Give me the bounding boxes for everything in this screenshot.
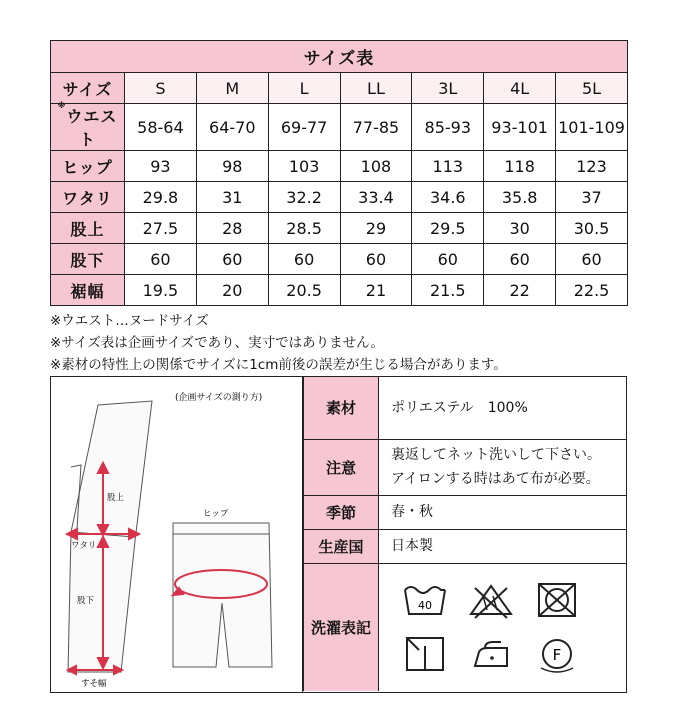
table-cell: 33.4 [340,182,412,213]
waist-note-mark: ※ [57,101,67,110]
line-dry-icon [401,634,449,674]
wash-40-icon [401,580,449,620]
size-header-5l: 5L [556,73,628,104]
table-cell: 37 [556,182,628,213]
pants-illustration [51,377,303,691]
table-cell: 31 [196,182,268,213]
product-info-table [303,377,626,691]
size-table-title-row [51,41,628,73]
dry-clean-f-icon [533,634,581,674]
table-cell: 34.6 [412,182,484,213]
table-cell: 64-70 [196,104,268,151]
info-label-season: 季節 [304,495,379,529]
iron-low-icon [467,634,515,674]
table-cell: 30.5 [556,213,628,244]
info-label-origin: 生産国 [304,529,379,563]
table-cell: 93-101 [484,104,556,151]
table-cell: 28 [196,213,268,244]
size-header-s: S [125,73,197,104]
size-header-4l: 4L [484,73,556,104]
no-bleach-icon [467,580,515,620]
measurement-diagram [51,377,303,692]
table-cell: 22.5 [556,275,628,306]
table-cell: 98 [196,151,268,182]
info-value-caution [379,439,627,495]
table-row [51,182,628,213]
table-cell: 21.5 [412,275,484,306]
table-cell: 28.5 [268,213,340,244]
size-header-row [51,73,628,104]
row-label-hem: 裾幅 [51,275,125,306]
label-hem: すそ幅 [81,679,107,689]
size-table-title: サイズ表 [51,41,628,73]
table-cell: 60 [268,244,340,275]
label-thigh: ワタリ [71,541,97,551]
table-cell: 60 [556,244,628,275]
wash-temperature: 40 [418,599,432,613]
table-cell: 21 [340,275,412,306]
table-cell: 60 [412,244,484,275]
row-label-text: ウエスト [66,107,118,149]
info-value-care [379,563,627,691]
info-label-caution: 注意 [304,439,379,495]
table-cell: 35.8 [484,182,556,213]
pants-side-view [68,401,152,672]
caution-line-1: 裏返してネット洗いして下さい。 [391,447,601,463]
table-row [51,104,628,151]
info-value-origin: 日本製 [379,529,627,563]
table-cell: 29 [340,213,412,244]
label-hip: ヒップ [203,509,229,519]
info-row-season [304,495,627,529]
label-inseam: 股下 [77,596,95,606]
info-row-care [304,563,627,691]
table-cell: 58-64 [125,104,197,151]
caution-line-2: アイロンする時はあて布が必要。 [391,471,600,487]
table-cell: 20.5 [268,275,340,306]
row-label-hip: ヒップ [51,151,125,182]
product-detail-panel [50,376,627,693]
table-row [51,275,628,306]
label-rise: 股上 [107,493,125,503]
table-cell: 69-77 [268,104,340,151]
table-cell: 60 [196,244,268,275]
pants-front-view [173,523,272,667]
info-row-material [304,377,627,439]
table-cell: 77-85 [340,104,412,151]
table-cell: 118 [484,151,556,182]
note-waist: ※ウエスト…ヌードサイズ [50,313,209,329]
row-label-thigh: ワタリ [51,182,125,213]
no-tumble-dry-icon [533,580,581,620]
table-cell: 29.5 [412,213,484,244]
table-cell: 20 [196,275,268,306]
table-cell: 85-93 [412,104,484,151]
diagram-caption: (企画サイズの測り方) [175,393,263,403]
info-label-care: 洗濯表記 [304,563,379,691]
info-value-season: 春・秋 [379,495,627,529]
info-value-material [379,377,627,439]
table-cell: 123 [556,151,628,182]
table-cell: 101-109 [556,104,628,151]
size-table [50,40,628,306]
row-label-inseam: 股下 [51,244,125,275]
table-cell: 22 [484,275,556,306]
row-label-waist [51,101,125,151]
info-label-material: 素材 [304,377,379,439]
size-header-m: M [196,73,268,104]
info-row-caution [304,439,627,495]
care-symbol-grid [401,580,626,674]
note-tolerance: ※素材の特性上の関係でサイズに1cm前後の誤差が生じる場合があります。 [50,357,507,373]
table-cell: 60 [340,244,412,275]
table-cell: 103 [268,151,340,182]
table-cell: 93 [125,151,197,182]
table-cell: 60 [484,244,556,275]
size-header-label: サイズ [51,73,125,104]
table-cell: 19.5 [125,275,197,306]
info-row-origin [304,529,627,563]
table-cell: 108 [340,151,412,182]
row-label-rise: 股上 [51,213,125,244]
table-row [51,213,628,244]
table-cell: 60 [125,244,197,275]
note-planned-size: ※サイズ表は企画サイズであり、実寸ではありません。 [50,335,384,351]
table-row [51,151,628,182]
table-cell: 27.5 [125,213,197,244]
table-cell: 113 [412,151,484,182]
dry-clean-letter: F [552,646,562,665]
table-cell: 29.8 [125,182,197,213]
table-row [51,244,628,275]
material-text: ポリエステル 100% [391,399,528,416]
size-header-3l: 3L [412,73,484,104]
table-cell: 30 [484,213,556,244]
size-header-ll: LL [340,73,412,104]
table-cell: 32.2 [268,182,340,213]
size-header-l: L [268,73,340,104]
